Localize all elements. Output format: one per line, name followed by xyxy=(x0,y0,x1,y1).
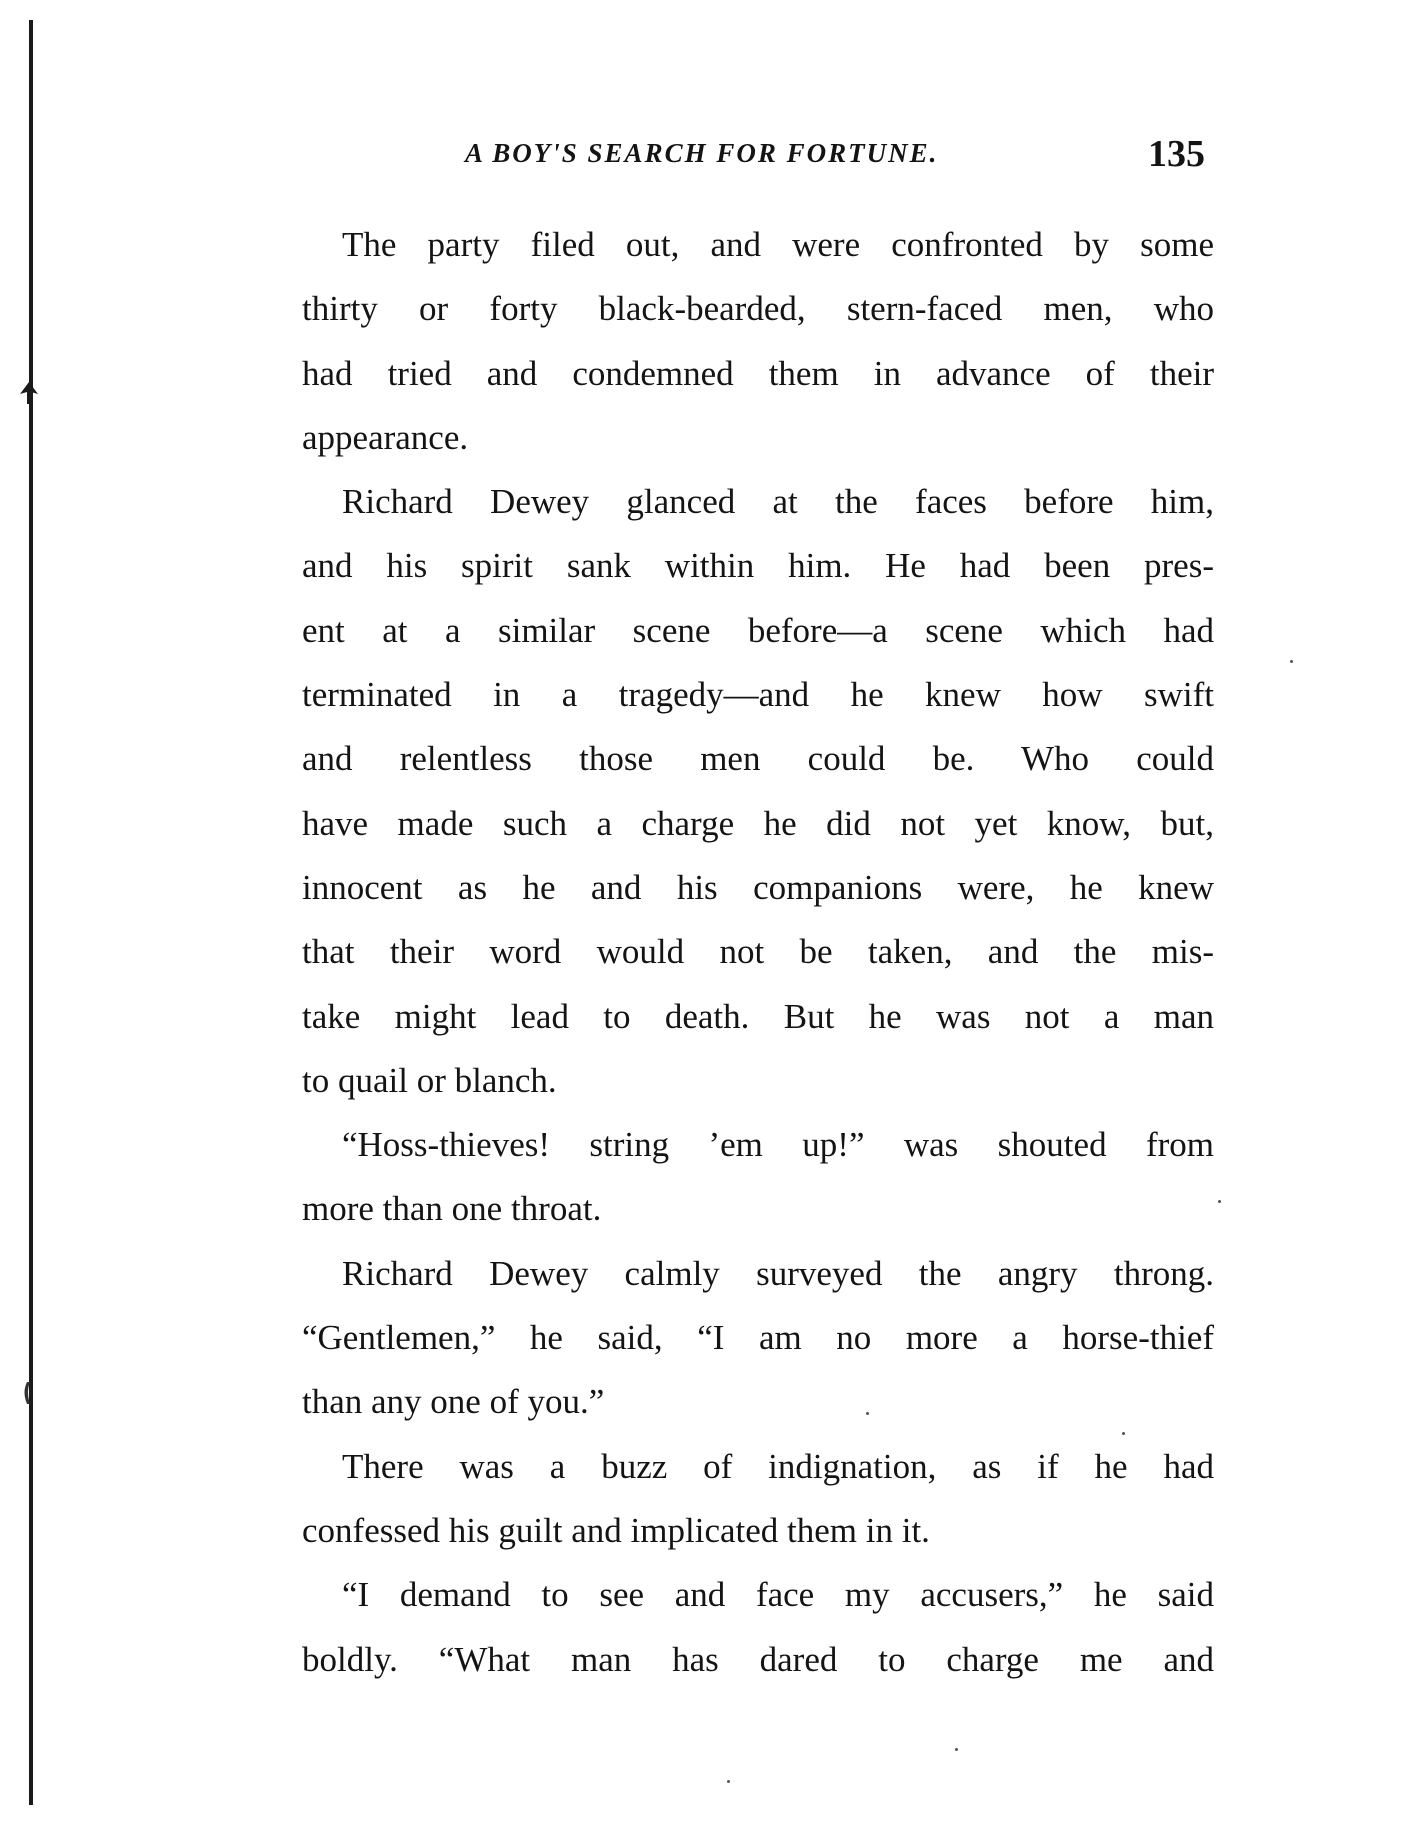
text-line: take might lead to death. But he was not a man xyxy=(302,996,1214,1036)
text-line: more than one throat. xyxy=(302,1189,602,1229)
print-speck xyxy=(1290,660,1293,663)
text-line: “Hoss-thieves! string ’em up!” was shouted from xyxy=(342,1125,1214,1165)
text-line: that their word would not be taken, and the mis- xyxy=(302,932,1214,972)
text-line: terminated in a tragedy—and he knew how swift xyxy=(302,675,1214,715)
text-line: and relentless those men could be. Who could xyxy=(302,739,1214,779)
running-title: A BOY'S SEARCH FOR FORTUNE. xyxy=(465,138,939,168)
text-line: appearance. xyxy=(302,417,469,457)
text-line: to quail or blanch. xyxy=(302,1060,557,1100)
text-line: The party filed out, and were confronted by some xyxy=(342,225,1214,264)
binding-arrow-mark xyxy=(18,380,40,406)
print-speck xyxy=(1122,1432,1125,1435)
text-line: had tried and condemned them in advance of their xyxy=(302,353,1214,393)
text-line: thirty or forty black-bearded, stern-faced men, who xyxy=(302,289,1214,329)
page-number: 135 xyxy=(1148,133,1205,175)
text-line: have made such a charge he did not yet know, but, xyxy=(302,803,1214,843)
binding-edge xyxy=(29,20,33,1805)
text-line: and his spirit sank within him. He had been pres- xyxy=(302,546,1214,586)
text-line: “I demand to see and face my accusers,” he said xyxy=(342,1575,1214,1615)
binding-speck-mark xyxy=(18,1380,40,1406)
text-line: boldly. “What man has dared to charge me and xyxy=(302,1639,1214,1679)
text-line: Richard Dewey calmly surveyed the angry throng. xyxy=(342,1253,1214,1293)
text-line: “Gentlemen,” he said, “I am no more a horse-thief xyxy=(302,1318,1214,1358)
print-speck xyxy=(955,1748,958,1751)
print-speck xyxy=(1218,1200,1221,1203)
print-speck xyxy=(866,1412,869,1415)
body-text xyxy=(302,213,1214,1692)
print-speck xyxy=(727,1780,730,1783)
text-line: ent at a similar scene before—a scene which had xyxy=(302,610,1214,650)
text-line: than any one of you.” xyxy=(302,1382,605,1422)
page-header xyxy=(300,132,1215,182)
text-line: There was a buzz of indignation, as if he had xyxy=(342,1446,1214,1486)
text-line: confessed his guilt and implicated them in it. xyxy=(302,1510,930,1550)
text-line: innocent as he and his companions were, he knew xyxy=(302,867,1214,907)
text-line: Richard Dewey glanced at the faces before him, xyxy=(342,482,1214,522)
